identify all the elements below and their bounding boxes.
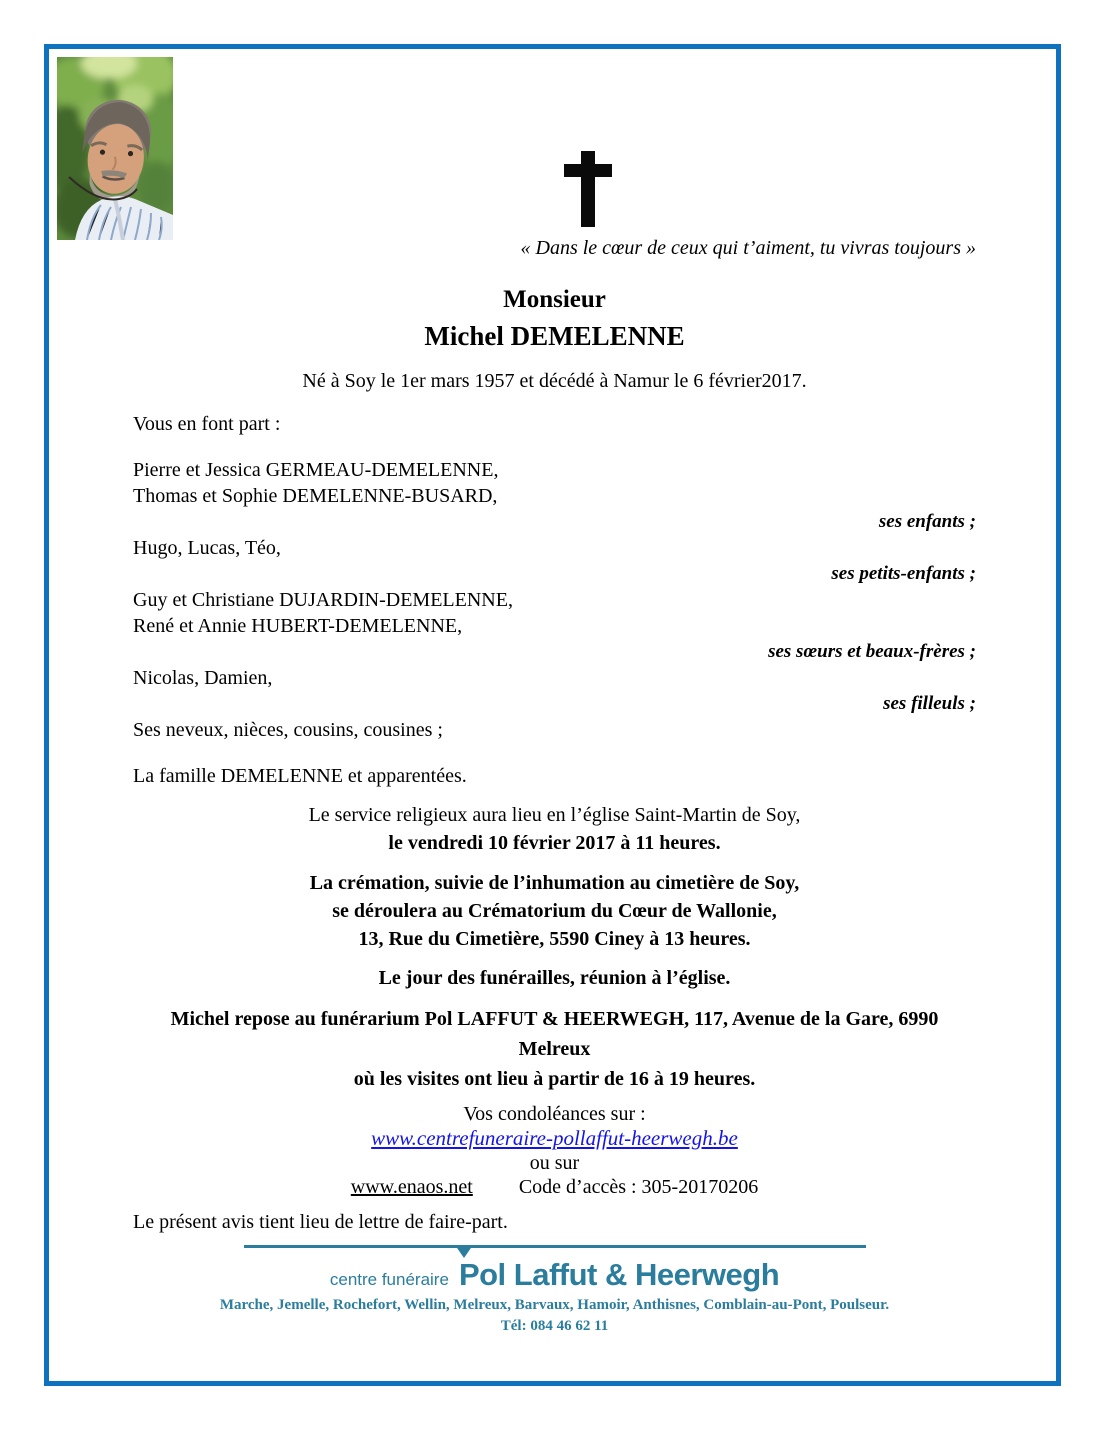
enaos-link[interactable]: www.enaos.net bbox=[350, 1176, 473, 1198]
or-text: ou sur bbox=[529, 1152, 580, 1174]
family-name-line: Pierre et Jessica GERMEAU-DEMELENNE, bbox=[133, 459, 499, 481]
brand-small-label: centre funéraire bbox=[329, 1270, 449, 1289]
deceased-name: Michel DEMELENNE bbox=[424, 321, 685, 351]
condolences-block bbox=[133, 1102, 976, 1199]
page-border bbox=[44, 44, 1061, 1386]
faire-part-notice: Le présent avis tient lieu de lettre de faire-part. bbox=[133, 1211, 508, 1233]
condolences-link[interactable]: www.centrefuneraire-pollaffut-heerwegh.be bbox=[371, 1126, 738, 1150]
relation-label: ses filleuls ; bbox=[883, 693, 976, 714]
honorific-title: Monsieur bbox=[503, 286, 606, 313]
birth-death-line: Né à Soy le 1er mars 1957 et décédé à Namur le 6 février2017. bbox=[302, 370, 807, 392]
family-name-line: Nicolas, Damien, bbox=[133, 667, 273, 689]
brand-triangle-icon bbox=[455, 1245, 473, 1258]
footer-towns: Marche, Jemelle, Rochefort, Wellin, Melreux, Barvaux, Hamoir, Anthisnes, Comblain-au-Pont, Poulseur. bbox=[219, 1297, 890, 1313]
relation-label: ses petits-enfants ; bbox=[831, 563, 976, 584]
footer-phone: Tél: 084 46 62 11 bbox=[500, 1318, 609, 1334]
cremation-block bbox=[133, 869, 976, 953]
announcement-intro: Vous en font part : bbox=[133, 413, 281, 435]
family-name-line: René et Annie HUBERT-DEMELENNE, bbox=[133, 615, 463, 637]
cremation-line-1: La crémation, suivie de l’inhumation au cimetière de Soy, bbox=[309, 872, 800, 894]
relatives-line: Ses neveux, nièces, cousins, cousines ; bbox=[133, 719, 443, 741]
footer-divider bbox=[244, 1245, 866, 1248]
family-name-line: Hugo, Lucas, Téo, bbox=[133, 537, 281, 559]
service-line-2: le vendredi 10 février 2017 à 11 heures. bbox=[388, 832, 721, 854]
family-name-line: Guy et Christiane DUJARDIN-DEMELENNE, bbox=[133, 589, 513, 611]
cremation-line-3: 13, Rue du Cimetière, 5590 Ciney à 13 heures. bbox=[358, 928, 751, 950]
access-code: Code d’accès : 305-20170206 bbox=[518, 1176, 759, 1198]
family-closing-line: La famille DEMELENNE et apparentées. bbox=[133, 765, 467, 787]
memorial-cross-icon bbox=[133, 151, 976, 227]
family-list bbox=[133, 457, 976, 743]
repose-block bbox=[133, 1004, 976, 1094]
cremation-line-2: se déroulera au Crématorium du Cœur de Wallonie, bbox=[332, 900, 777, 922]
memorial-quote: « Dans le cœur de ceux qui t’aiment, tu vivras toujours » bbox=[520, 237, 976, 259]
service-line-1: Le service religieux aura lieu en l’église Saint-Martin de Soy, bbox=[308, 804, 801, 826]
service-block bbox=[133, 801, 976, 857]
family-name-line: Thomas et Sophie DEMELENNE-BUSARD, bbox=[133, 485, 498, 507]
funeral-home-brand bbox=[133, 1258, 976, 1292]
repose-line-1: Michel repose au funérarium Pol LAFFUT & HEERWEGH, 117, Avenue de la Gare, 6990 Melreux bbox=[170, 1008, 939, 1060]
repose-line-2: où les visites ont lieu à partir de 16 à 19 heures. bbox=[353, 1068, 756, 1090]
reunion-line: Le jour des funérailles, réunion à l’église. bbox=[378, 967, 731, 989]
relation-label: ses sœurs et beaux-frères ; bbox=[768, 641, 976, 662]
brand-large-label: Pol Laffut & Heerwegh bbox=[458, 1257, 780, 1292]
condolences-intro: Vos condoléances sur : bbox=[463, 1103, 646, 1125]
relation-label: ses enfants ; bbox=[878, 511, 976, 532]
